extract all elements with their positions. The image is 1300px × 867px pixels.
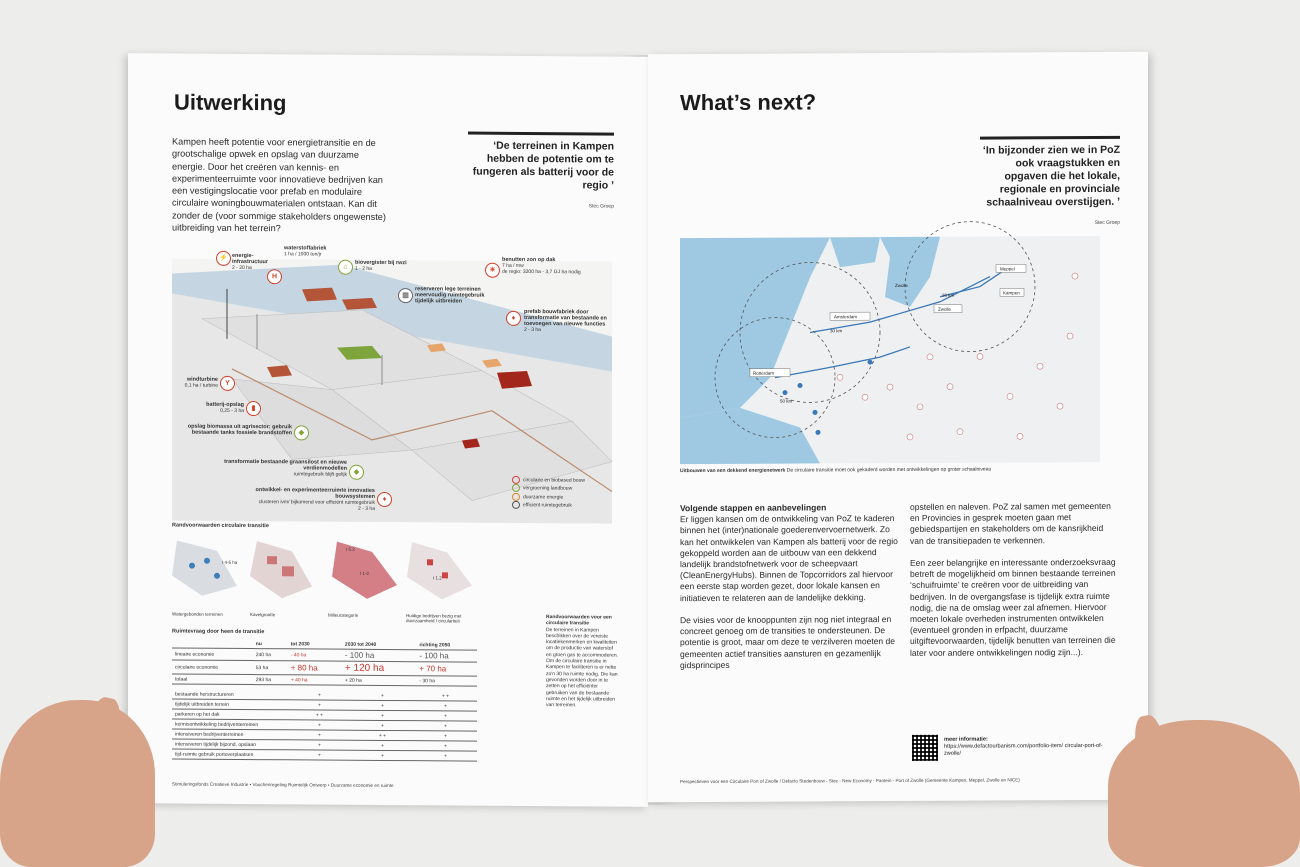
table-cell: + bbox=[288, 690, 351, 700]
callout-hydrogen bbox=[284, 245, 344, 257]
qr-code[interactable] bbox=[912, 735, 938, 761]
thumb-tag: t 4-5 ha bbox=[222, 559, 238, 565]
table-cell: + 80 ha bbox=[288, 661, 342, 675]
callout-energy-title: energie-infrastructuur bbox=[232, 252, 269, 266]
callout-solar-sub: 7 ha / mw bbox=[502, 262, 524, 269]
callout-experiment-sub2: 2 - 3 ha bbox=[358, 505, 375, 512]
side-note bbox=[546, 614, 618, 709]
table-cell: + bbox=[351, 691, 414, 701]
callout-prefab-sub: 2 - 3 ha bbox=[524, 326, 541, 334]
table-cell: parkeren op het dak bbox=[172, 709, 288, 720]
paragraph: opstellen en naleven. PoZ zal samen met gemeenten en Provincies in gesprek moeten gaan met gebiedspartijen en stakeholders om de kansrijkheid van de transitiepaden te verkennen. bbox=[910, 500, 1111, 546]
table-cell: + + bbox=[288, 710, 351, 720]
table-cell: circulaire economie bbox=[172, 660, 253, 675]
table-cell: + bbox=[288, 730, 351, 740]
thumb-tag: t 5.2 bbox=[346, 546, 355, 552]
isometric-site-map bbox=[172, 245, 612, 523]
quote-text: ‘In bijzonder zien we in PoZ ook vraagstukken en opgaven die het lokale, regionale en provinciale schaalniveau overstijgen. ’ bbox=[982, 143, 1120, 209]
table-cell: + 70 ha bbox=[416, 662, 477, 676]
more-info-link[interactable]: https://www.defactourbanism.com/portfolio-item/ circular-port-of-zwolle/ bbox=[944, 742, 1103, 757]
page-title: Uitwerking bbox=[174, 89, 287, 116]
callout-prefab-title: prefab bouwfabriek door transformatie van bestaande en toevoegen van nieuwe functies bbox=[524, 308, 607, 328]
measures-table bbox=[172, 689, 477, 761]
energy-pin-icon: ⚡ bbox=[216, 251, 231, 266]
table-cell: lineaire economie bbox=[172, 648, 253, 661]
table-cell: - 100 ha bbox=[416, 650, 477, 662]
callout-biomass-title: opslag biomassa uit agrisector: gebruik bestaande tanks fossiele brandstoffen bbox=[187, 423, 292, 437]
page-title: What’s next? bbox=[680, 89, 817, 116]
table-header: richting 2050 bbox=[416, 640, 477, 650]
ruimtevraag-table bbox=[172, 638, 477, 686]
map-label-zwolle: Zwolle bbox=[938, 306, 952, 312]
table-cell: intensiveren tijdelijk bijzond. opslaan bbox=[172, 739, 288, 750]
table-cell: tijd-ruimte gebruik portoverplaatsen bbox=[172, 749, 288, 760]
randvoorwaarden-title: Randvoorwaarden circulaire transitie bbox=[172, 522, 269, 530]
more-info-label: meer informatie: bbox=[944, 736, 988, 743]
netherlands-map-graphic bbox=[680, 236, 1100, 464]
paragraph: De visies voor de knooppunten zijn nog niet integraal en concreet genoeg om de transities te ondersteunen. De potentie is groot, maar om deze te verzilveren moeten de gemeenten actief transities aansturen en gezamenlijk gidsprincipes bbox=[680, 614, 895, 670]
table-cell: + 40 ha bbox=[288, 675, 342, 685]
right-page bbox=[648, 52, 1148, 803]
left-page bbox=[128, 53, 648, 807]
callout-solar bbox=[502, 257, 597, 276]
table-cell: - 30 ha bbox=[416, 676, 477, 686]
thumb-tag: t 1-2 bbox=[360, 570, 370, 576]
map-label-meppel: Meppel bbox=[1000, 266, 1015, 272]
text-column-1 bbox=[680, 502, 902, 671]
callout-energy bbox=[232, 253, 287, 271]
pull-quote bbox=[980, 136, 1120, 231]
biomass-pin-icon: ◆ bbox=[294, 425, 309, 440]
callout-solar-sub2: de regio: 3200 ha - 3,7 GJ ha nodig bbox=[502, 268, 581, 276]
table-cell: 240 ha bbox=[253, 649, 288, 661]
text-column-2 bbox=[910, 501, 1118, 659]
table-cell: + bbox=[414, 701, 477, 711]
table-cell: + bbox=[288, 720, 351, 730]
solar-pin-icon: ☀ bbox=[485, 263, 500, 278]
legend-item bbox=[512, 484, 612, 493]
table-cell: + bbox=[414, 711, 477, 721]
side-note-title: Randvoorwaarden voor een circulaire transitie bbox=[546, 614, 612, 627]
battery-pin-icon: ▮ bbox=[246, 401, 261, 416]
table-cell: + bbox=[351, 720, 414, 730]
ruimtevraag-title: Ruimtevraag door heen de transitie bbox=[172, 628, 265, 636]
map-distance-label: 50 km bbox=[780, 398, 793, 404]
table-cell: + + bbox=[351, 730, 414, 740]
thumb-label: Huidige bedrijven bezig met duurzaamheid / circulariteit bbox=[406, 613, 462, 624]
table-row bbox=[172, 674, 477, 686]
callout-hydrogen-sub: 1 ha / 1000 ton/jr bbox=[284, 251, 322, 258]
callout-reserve bbox=[415, 286, 495, 305]
table-cell: + bbox=[288, 740, 351, 750]
table-cell: + bbox=[288, 750, 351, 760]
callout-experiment-title: ontwikkel- en experimenteerruimte innovaties bouwsystemen bbox=[255, 487, 375, 500]
callout-biomass bbox=[182, 424, 292, 437]
callout-solar-title: benutten zon op dak bbox=[502, 256, 556, 264]
reserve-pin-icon: ▥ bbox=[398, 288, 413, 303]
intro-text: Kampen heeft potentie voor energietransitie en de grootschalige opwek en opslag van duurzame energie. Door het creëren van kennis- en experimenteerruimte voor innovatieve bedrijven kan een vestigingslocatie voor prefab en modulaire circulaire woningbouwmaterialen ontstaan. Kan dit zonder de (voor sommige stakeholders ongewenste) uitbreiding van het terrein? bbox=[172, 136, 386, 234]
table-cell: + bbox=[414, 741, 477, 751]
table-header: nu bbox=[253, 639, 288, 649]
page-footer: Perspectieven voor een Circulaire Port of Zwolle / Defacto Stedenbouw - Stec - New Economy - Pantein - Port of Zwolle (Gemeente Kampen, Meppel, Zwolle en NICE) bbox=[680, 777, 1020, 785]
silo-pin-icon: ◆ bbox=[349, 465, 364, 480]
paragraph: Er liggen kansen om de ontwikkeling van PoZ te kaderen binnen het (inter)nationale goederenvervoernetwerk. Zo kan het ontwikkelen van Kampen als batterij voor de regio gekoppeld worden aan de uitbouw van een dekkend landelijk brandstofnetwerk voor de scheepvaart (CleanEnergyHubs). Binnen de Topcorridors zal hiervoor een eerste stap worden gezet, door lokale kansen en initiatieven te relateren aan de landelijke dekking. bbox=[680, 513, 898, 603]
callout-wind-sub: 0,1 ha / turbine bbox=[184, 382, 218, 389]
table-cell: + bbox=[351, 700, 414, 710]
legend-item-label: circulaire en biobased bouw bbox=[523, 477, 585, 484]
table-cell: - 100 ha bbox=[342, 649, 416, 662]
table-cell: + bbox=[351, 710, 414, 720]
callout-biogas-title: biovergister bij rwzi bbox=[355, 259, 407, 267]
table-cell: + bbox=[351, 750, 414, 760]
experiment-pin-icon: ♦ bbox=[377, 492, 392, 507]
callout-battery-title: batterij-opslag bbox=[206, 401, 244, 408]
table-header: 2030 tot 2040 bbox=[342, 640, 416, 650]
table-cell: kennisontwikkeling bedrijventerreinen bbox=[172, 719, 288, 730]
table-cell: + bbox=[414, 751, 477, 761]
map-caption bbox=[680, 466, 1100, 474]
table-header bbox=[172, 638, 253, 648]
table-cell: bestaande herstructureren bbox=[172, 689, 288, 699]
map-label-zwolle-2: Zwolle bbox=[895, 282, 909, 289]
callout-battery bbox=[192, 402, 244, 414]
map-label-kampen: Kampen bbox=[1003, 290, 1020, 296]
side-note-text: De terreinen in Kampen beschikken over de vereiste locatiekenmerken en kwaliteiten om de productie van waterstof en groen gas te accommoderen. Om de circulaire transitie in Kampen te faciliteren is er nette zo'n 30 ha ruimte nodig. Die kan gevonden worden door in te zetten op het efficiënter gebruiken van de bestaande ruimte en het tijdelijk uitbreiden van terreinen. bbox=[546, 626, 618, 709]
netherlands-map bbox=[680, 236, 1100, 464]
callout-wind-title: windturbine bbox=[186, 376, 218, 383]
biogas-pin-icon: ⌂ bbox=[338, 260, 353, 275]
callout-silo-title: transformatie bestaande graansilost en nieuwe verdienmodellen bbox=[224, 458, 347, 472]
callout-reserve-title: reserveren lege terreinen meervoudig ruimtegebruik tijdelijk uitbreiden bbox=[415, 286, 485, 305]
paragraph: Een zeer belangrijke en interessante onderzoeksvraag betreft de mogelijkheid om binnen bestaande terreinen ‘schuifruimte’ te creëren voor de uitbreiding van bedrijven. In de overgangsfase is tijdelijk extra ruimte nodig, die na de omslag weer zal afnemen. Hiervoor moeten lokale overheden instrumenten ontwikkelen (eventueel gronden in erfpacht, duurzame uitgiftevoorwaarden, tijdelijk benutten van terreinen die later voor andere ontwikkelingen nodig zijn...). bbox=[910, 556, 1116, 658]
legend-item bbox=[512, 501, 612, 510]
map-caption-text: De circulaire transitie moet ook gekaderd worden met ontwikkelingen op groter schaalniveau bbox=[786, 466, 992, 474]
callout-silo bbox=[212, 459, 347, 478]
table-row bbox=[172, 749, 477, 761]
quote-text: ‘De terreinen in Kampen hebben de potentie om te fungeren als batterij voor de regio ’ bbox=[472, 139, 614, 192]
callout-prefab bbox=[524, 309, 609, 334]
thumb-label: Watergebonden terreinen bbox=[172, 611, 223, 617]
callout-experiment-sub: clusteren ivm/ bijkomend voor efficiënt ruimtegebruik bbox=[258, 499, 375, 506]
table-header: tot 2030 bbox=[288, 639, 342, 649]
prefab-pin-icon: ♦ bbox=[506, 311, 521, 326]
quote-source: Stec Groep bbox=[588, 203, 614, 210]
table-cell: intensiveren bedrijventerreinen bbox=[172, 729, 288, 740]
map-legend bbox=[512, 476, 612, 510]
page-footer: Stimuleringsfonds Creatieve Industrie • Vouchenregeling Ruimtelijk Ontwerp • Duurzame economie en ruimte bbox=[172, 781, 394, 789]
legend-item-label: efficiënt ruimtegebruik bbox=[523, 502, 572, 509]
table-cell: + bbox=[351, 740, 414, 750]
callout-battery-sub: 0,25 - 3 ha bbox=[220, 407, 244, 414]
pull-quote bbox=[468, 132, 614, 214]
section-heading: Volgende stappen en aanbevelingen bbox=[680, 502, 827, 514]
thumb-label: Milieucategorie bbox=[328, 612, 359, 618]
callout-experiment bbox=[242, 487, 375, 512]
map-distance-label: 30 km bbox=[942, 292, 955, 298]
thumb-label: Kavelgrootte bbox=[250, 612, 276, 618]
table-cell: 293 ha bbox=[253, 675, 288, 685]
table-cell: + + bbox=[414, 691, 477, 701]
callout-wind bbox=[176, 377, 218, 389]
callout-biogas bbox=[355, 260, 415, 272]
more-info bbox=[944, 736, 1114, 758]
map-distance-label: 30 km bbox=[830, 328, 843, 334]
table-cell: totaal bbox=[172, 674, 253, 685]
quote-source: Stec Groep bbox=[1094, 219, 1120, 226]
map-caption-title: Uitbouwen van een dekkend energienetwerk bbox=[680, 467, 786, 475]
callout-biogas-sub: 1 - 2 ha bbox=[355, 265, 372, 272]
table-cell: 53 ha bbox=[253, 661, 288, 675]
callout-energy-sub: 2 - 20 ha bbox=[232, 264, 252, 272]
table-cell: - 40 ha bbox=[288, 649, 342, 661]
table-cell: tijdelijk uitbreiden terrein bbox=[172, 699, 288, 710]
hydrogen-pin-icon: H bbox=[267, 269, 282, 284]
table-cell: + bbox=[288, 700, 351, 710]
table-cell: + bbox=[414, 721, 477, 731]
callout-silo-sub: ruimtegebruik blijft gelijk bbox=[293, 471, 347, 478]
legend-item-label: duurzame energie bbox=[523, 493, 564, 501]
wind-pin-icon: Y bbox=[220, 376, 235, 391]
map-label-amsterdam: Amsterdam bbox=[834, 314, 858, 320]
table-cell: + bbox=[414, 731, 477, 741]
table-cell: + 20 ha bbox=[342, 675, 416, 686]
callout-hydrogen-title: waterstoffabriek bbox=[284, 245, 327, 252]
map-label-rotterdam: Rotterdam bbox=[753, 370, 775, 376]
thumbnail-maps bbox=[172, 535, 492, 609]
legend-item-label: vergroening landbouw bbox=[523, 485, 573, 492]
table-cell: + 120 ha bbox=[342, 661, 416, 676]
thumb-tag: t 1.2 bbox=[433, 575, 442, 581]
